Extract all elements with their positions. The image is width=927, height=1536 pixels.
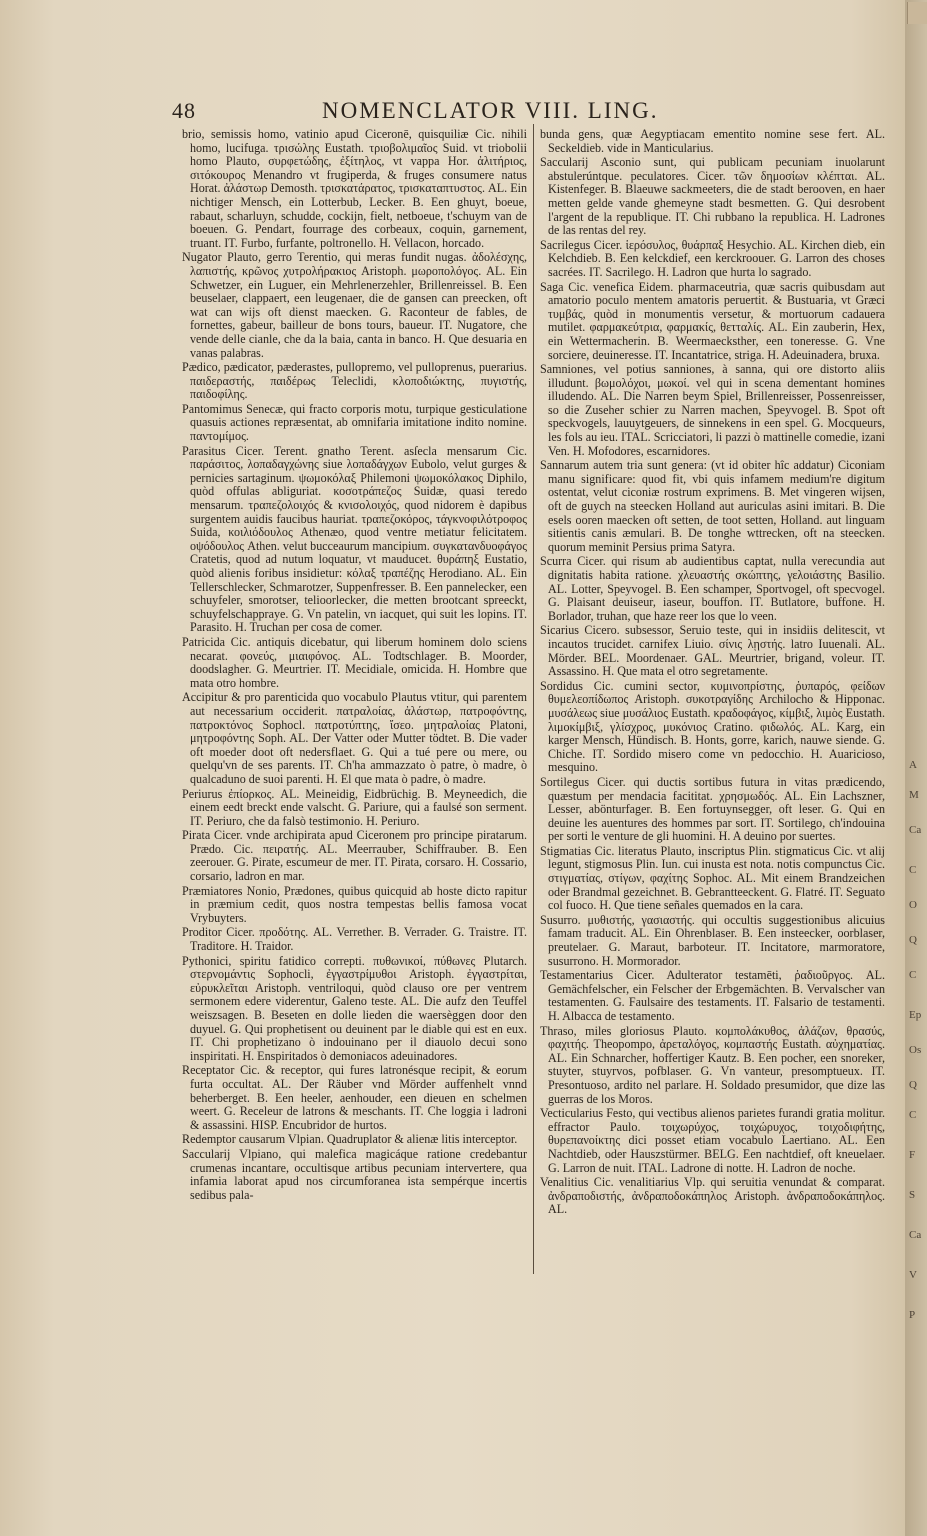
facing-page-fragment: C bbox=[909, 969, 917, 981]
facing-page-fragment: P bbox=[909, 1309, 916, 1321]
dictionary-entry: Accipitur & pro parenticida quo vocabulo Plautus vtitur, qui parentem aut necessarium occiderit. πατραλοίας, ἀλάστωρ, πατροφόντης, πατροκτόνος Sophocl. πατροτύπτης, ἴσεο. μητραλοίας Platoni, μητροφόντης Soph. AL. Der Vatter oder Mutter tödtet. B. Die vader oft moeder doot oft nedersflaet. G. Qui a tué pere ou mere, ou quelqu'vn de ses parents. IT. Ch'ha ammazzato ò patre, ò madre, ò qualcaduno de suoi parenti. H. El que mata ò padre, ò madre. bbox=[182, 690, 527, 786]
dictionary-entry: Thraso, miles gloriosus Plauto. κομπολάκυθος, ἀλάζων, θρασύς, φαχιτής. Theopompo, ἀρεταλόγος, κομπαστής Eustath. αὐχηματίας. AL. Ein Schnarcher, hoffertiger Kautz. B. Een pocher, een snoreker, stuyter, stuyrvos, pofblaser. G. Vn vanteur, presomptueux. IT. Presontuoso, ardito nel parlare. H. Soldado presumidor, que dize las guerras de los Moros. bbox=[540, 1023, 885, 1106]
dictionary-entry: Præmiatores Nonio, Prædones, quibus quicquid ab hoste dicto rapitur in præmium cedit, quos nostra tempestas bellis famosa vocat Vrybuyters. bbox=[182, 883, 527, 925]
dictionary-entry: Sortilegus Cicer. qui ductis sortibus futura in vitas prædicendo, quæstum per mendacia facititat. χρησμωδός. AL. Ein Lachszner, Lesser, abönturfager. B. Een fortuynsegger, oft leser. G. Qui en deuine les auentures des hommes par sort. IT. Sortilego, ch'indouina per sorti le venture de gli huomini. H. A deuino por suertes. bbox=[540, 774, 885, 844]
dictionary-entry: Testamentarius Cicer. Adulterator testamēti, ῥαδιοῦργος. AL. Gemächfelscher, ein Felscher der Erbgemächten. B. Vervalscher van testamenten. G. Faulsaire des testaments. IT. Falsario de testamenti. H. Albacca de testamento. bbox=[540, 968, 885, 1023]
running-title: NOMENCLATOR VIII. LING. bbox=[322, 98, 659, 123]
facing-page-fragment: Q bbox=[909, 1079, 917, 1091]
facing-page-fragment: C bbox=[909, 864, 917, 876]
facing-page-fragment: S bbox=[909, 1189, 916, 1201]
dictionary-entry: Saga Cic. venefica Eidem. pharmaceutria, quæ sacris quibusdam aut amatorio poculo mentem amatoris peruertit. & Bustuaria, vt Græci τυμβάς, quòd in monumentis versetur, & mortuorum cadauera mutilet. φαρμακεύτρια, φαρμακίς, θετταλίς. AL. Ein zauberin, Hex, ein Wettermacherin. B. Weermaecksther, een toneresse. G. Vne sorciere, deuineresse. IT. Incantatrice, striga. H. Adeuinadera, bruxa. bbox=[540, 279, 885, 362]
dictionary-entry: brio, semissis homo, vatinio apud Ciceronē, quisquiliæ Cic. nihili homo, lucifuga. τρισώλης Eustath. τριοβολιμαῖος Suid. vt triobolii homo Plauto, συρφετώδης, ἐξίτηλος, vt vappa Hor. ἀλιτήριος, σιτόκουρος Menandro vt frugiperda, & fruges consumere natus Horat. ἀλάστωρ Demosth. τρισκατάρατος, τρισκαταπτυστος. AL. Ein nichtiger Mensch, ein Lotterbub, Lecker. B. Een ghuyt, boeue, rabaut, scharluyn, schudde, cockijn, fielt, netboeue, t'schuym van de boeuen. G. Pendart, fourrage des corbeaux, coquin, garnement, truant. IT. Furbo, furfante, poltronello. H. Vellacon, horcado. bbox=[182, 128, 527, 250]
facing-page-fragment: C bbox=[909, 1109, 917, 1121]
facing-page-fragment: Q bbox=[909, 934, 917, 946]
facing-page-fragment: M bbox=[909, 789, 919, 801]
dictionary-entry: Scurra Cicer. qui risum ab audientibus captat, nulla verecundia aut dignitatis habita ratione. χλευαστής σκώπτης, γελοιάστης Basilio. AL. Lotter, Speyvogel. B. Een schamper, Sportvogel, oft specvogel. G. Plaisant deuiseur, iaseur, bouffon. IT. Butlatore, buffone. H. Borlador, truhan, que haze reer los que lo veen. bbox=[540, 554, 885, 623]
dictionary-entry: Stigmatias Cic. literatus Plauto, inscriptus Plin. stigmaticus Cic. vt alij legunt, stigmosus Plin. Iun. cui inusta est nota. notis compunctus Cic. στιγματίας, στίγων, φαχίτης Sophoc. AL. Mit einem Brandzeichen oder Brandmal gezeichnet. B. Gebrantteeckent. G. Flatré. IT. Seguato col fuoco. H. Que tiene señales quemados en la cara. bbox=[540, 843, 885, 913]
facing-page-fragment: V bbox=[909, 1269, 917, 1281]
facing-page-fragment: Ca bbox=[909, 824, 922, 836]
dictionary-entry: Patricida Cic. antiquis dicebatur, qui liberum hominem dolo sciens necarat. φονεύς, μιαιφόνος. AL. Todtschlager. B. Moorder, doodslagher. G. Meurtrier. IT. Mecidiale, omicida. H. Hombre que mata otro hombre. bbox=[182, 634, 527, 690]
page-number: 48 bbox=[172, 98, 196, 123]
dictionary-entry: Pantomimus Senecæ, qui fracto corporis motu, turpique gesticulatione quasuis actiones repræsentat, ab omnifaria imitatione indito nomine. παντομίμος. bbox=[182, 401, 527, 444]
dictionary-entry: Pythonici, spiritu fatidico correpti. πυθωνικοί, πύθωνες Plutarch. στερνομάντις Sophocli, ἐγγαστρίμυθοι Aristoph. ἐγγαστρίται, εὐρυκλεῖται Aristoph. ventriloqui, quòd clauso ore per ventrem sermonem edere viderentur, Galeno teste. AL. Die aufz den Teuffel weiszsagen. B. Beseten en dolle lieden die waersèggen door den duyuel. G. Qui prophetisent ou deuinent par le diable qui est en eux. IT. Chi prophetizano ò indouinano per il diauolo decui sono inspiritati. H. Enspiritados ò demoniacos adeuinadores. bbox=[182, 953, 527, 1063]
facing-page-fragment: Os bbox=[909, 1044, 922, 1056]
facing-page-edge bbox=[905, 0, 927, 1536]
facing-page-fragment: F bbox=[909, 1149, 916, 1161]
dictionary-entry: Sannarum autem tria sunt genera: (vt id obiter hîc addatur) Ciconiam manu significare: quod fit, vbi quis infamem medium're digitum ostentat, velut ciconiæ rostrum exprimens. B. Met vingeren wijsen, oft de guych na steecken Holland aut auriculas asini imitari. B. Die esels ooren maecken oft setten, de toot setten, Holland. aut linguam sitientis canis æmulari. B. De tonghe wttrecken, oft na steecken. quorum meminit Persius prima Satyra. bbox=[540, 458, 885, 554]
dictionary-entry: bunda gens, quæ Aegyptiacam ementito nomine sese fert. AL. Seckeldieb. vide in Manticularius. bbox=[540, 128, 885, 155]
dictionary-entry: Saccularij Vlpiano, qui malefica magicáque ratione credebantur crumenas incantare, occultisque artibus pecuniam intervertere, qua infamia laborat apud nos circumforanea ista sempérque incertis sedibus pala- bbox=[182, 1146, 527, 1202]
facing-page-fragment: A bbox=[909, 759, 917, 771]
dictionary-entry: Redemptor causarum Vlpian. Quadruplator & alienæ litis interceptor. bbox=[182, 1132, 518, 1147]
right-column bbox=[540, 128, 885, 1518]
library-tab bbox=[907, 2, 927, 24]
facing-page-fragment: Ca bbox=[909, 1229, 922, 1241]
dictionary-entry: Susurro. μυθιστής, γασιαστής. qui occultis suggestionibus alicuius famam traducit. AL. Ein Ohrenblaser. B. Een insteecker, oorblaser, preutelaer. G. Maraut, barboteur. IT. Incitatore, marmoratore, susurrono. H. Mormorador. bbox=[540, 912, 885, 968]
column-divider bbox=[533, 124, 534, 1274]
left-column bbox=[182, 128, 527, 1518]
dictionary-entry: Pirata Cicer. vnde archipirata apud Ciceronem pro principe piratarum. Prædo. Cic. πειρατής. AL. Meerrauber, Schiffrauber. B. Een zeerouer. G. Pirate, escumeur de mer. IT. Pirata, corsaro. H. Cossario, corsario, ladron en mar. bbox=[182, 828, 527, 884]
dictionary-entry: Sordidus Cic. cumini sector, κυμινοπρίστης, ῥυπαρός, φείδων θυμελεοπίδωπος Aristoph. συκοτραγίδης Archilocho & Hipponac. μυσάλεως siue μυσάλιος Eustath. κραδοφάγος, κίμβιξ, λιμὸς Eustath. λιμοκίμβιξ, γλίσχρος, μυκόνιος Cratino. φιδωλός. AL. Karg, ein karger Mensch, Hündisch. B. Honts, gorre, karich, nauwe siende. G. Chiche. IT. Sordido misero come vn pedocchio. H. Auaricioso, mesquino. bbox=[540, 678, 885, 775]
dictionary-entry: Sacrilegus Cicer. ἱερόσυλος, θυάρπαξ Hesychio. AL. Kirchen dieb, ein Kelchdieb. B. Een kelckdief, een kerckroouer. G. Larron des choses sacrées. IT. Sacrilego. H. Ladron que hurta lo sagrado. bbox=[540, 237, 885, 279]
dictionary-entry: Nugator Plauto, gerro Terentio, qui meras fundit nugas. ἀδολέσχης, λαπιστής, κρῶνος χυτρολήρακιος Aristoph. μωροπολόγος. AL. Ein Schwetzer, ein Luguer, ein Mehrlenerzehler, Brillenreissel. B. Een beuselaer, clappaert, een leugenaer, die de gansen can preecken, oft wat can wijs oft dienst maecken. G. Raconteur de fables, de fornettes, gabeur, bailleur de bons tours, baueur. IT. Nugatore, che vende delle cianle, che da la baia, canta in banco. H. Que desuaria en vanas palabras. bbox=[182, 250, 527, 360]
dictionary-entry: Pædico, pædicator, pæderastes, pullopremo, vel pulloprenus, puerarius. παιδεραστής, παιδέρως Teleclidi, κλοποδιώκτης, πυγιστής, παιδοφίλης. bbox=[182, 360, 527, 402]
dictionary-entry: Sicarius Cicero. subsessor, Seruio teste, qui in insidiis delitescit, vt incautos trucidet. carnifex Liuio. σίνις λῃστής. latro Iuuenali. AL. Mörder. BEL. Moordenaer. GAL. Meurtrier, brigand, voleur. IT. Assassino. H. Que mata el otro segretamente. bbox=[540, 623, 885, 679]
dictionary-entry: Saccularij Asconio sunt, qui publicam pecuniam inuolarunt abstulerúntque. peculatores. Cicer. τῶν δημοσίων κλέπται. AL. Kistenfeger. B. Blaeuwe sackmeeters, die de stadt berooven, en haer metten gelde vande ghemeyne stadt besmetten. G. Qui desrobent l'argent de la republique. IT. Chi rubbano la republica. H. Ladrones de las rentas del rey. bbox=[540, 155, 885, 238]
dictionary-entry: Proditor Cicer. προδότης. AL. Verrether. B. Verrader. G. Traistre. IT. Traditore. H. Traidor. bbox=[182, 925, 527, 954]
page-header bbox=[0, 76, 905, 123]
facing-page-fragment: O bbox=[909, 899, 917, 911]
dictionary-entry: Samniones, vel potius sanniones, à sanna, qui ore distorto aliis illudunt. βωμολόχοι, μωκοί. vel qui in scena dementant homines illudendo. AL. Die Narren beym Spiel, Brillenreisser, Possenreisser, so die Zuseher schier zu Narren machen, Speyvogel. B. Spot oft speckvogels, lauuytgeuers, de sinnekens in een spel. G. Mocqueurs, les fols au ieu. ITAL. Scricciatori, li pazzi ò mattinelle comedie, izani Ven. H. Mofodores, escarnidores. bbox=[540, 362, 885, 458]
dictionary-entry: Vecticularius Festo, qui vectibus alienos parietes furandi gratia molitur. effractor Paulo. τοιχωρύχος, τοιχώρυχος, τοιχοδιφήτης, θυρεπανοίκτης dici posset etiam vocabulo Laertiano. AL. Een Nachtdieb, oder Hauszstürmer. BELG. Een nachtdief, oft kneuelaer. G. Larron de nuit. ITAL. Ladrone di notte. H. Ladron de noche. bbox=[540, 1106, 885, 1175]
dictionary-entry: Periurus ἐπίορκος. AL. Meineidig, Eidbrüchig. B. Meyneedich, die einem eedt breckt ende valscht. G. Pariure, qui a faulsé son serment. IT. Periuro, che da falsò testimonio. H. Periuro. bbox=[182, 786, 527, 828]
dictionary-entry: Receptator Cic. & receptor, qui fures latronésque recipit, & eorum furta occultat. AL. Der Räuber vnd Mörder auffenhelt vnnd beherberget. B. Een heeler, aenhouder, een dieuen en schelmen weert. G. Receleur de latrons & meschants. IT. Che loggia i ladroni & assassini. HISP. Encubridor de hurtos. bbox=[182, 1063, 527, 1132]
dictionary-entry: Venalitius Cic. venalitiarius Vlp. qui seruitia venundat & comparat. ἀνδραποδιστής, ἀνδραποδοκάπηλος Aristoph. ἀνδραποδοκάπηλος. AL. bbox=[540, 1175, 885, 1217]
dictionary-entry: Parasitus Cicer. Terent. gnatho Terent. asſecla mensarum Cic. παράσιτος, λοπαδαγχώνης siue λοπαδάγχων Eubolo, velut gurges & pernicies sartaginum. ψωμοκόλαξ Philemoni ψωμοκόλακος Diphilo, quòd offulas abliguriat. κοσοτράπεζος Suidæ, quasi teredo mensarum. τραπεζολοιχός & κνισολοιχός, quod nidorem è dapibus surgentem auidis faucibus hauriat. τραπεζοκόρος, τάγκνοφιλότροφος Suida, κοιλιόδουλος Athenæo, quod ventre metiatur felicitatem. οψόδουλος Athen. velut bucceaurum mancipium. συγκατανδυοφάγος Cratetis, quod ad nutum loquatur, vt mauducet. θυράπηξ Eustatio, quòd alienis foribus insidietur: κόλαξ τραπέζης Herodiano. AL. Ein Tellerschlecker, Schmarotzer, Suppenfresser. B. Een pannelecker, een schuyfeler, smorotser, telioorlecker, die metten brootcant spreeckt, schuyfelschappraye. G. Vn patelin, vn iacquet, qui suit les lopins. IT. Parasito. H. Truchan per cosa de comer. bbox=[182, 443, 527, 635]
facing-page-fragment: Ep bbox=[909, 1009, 922, 1021]
